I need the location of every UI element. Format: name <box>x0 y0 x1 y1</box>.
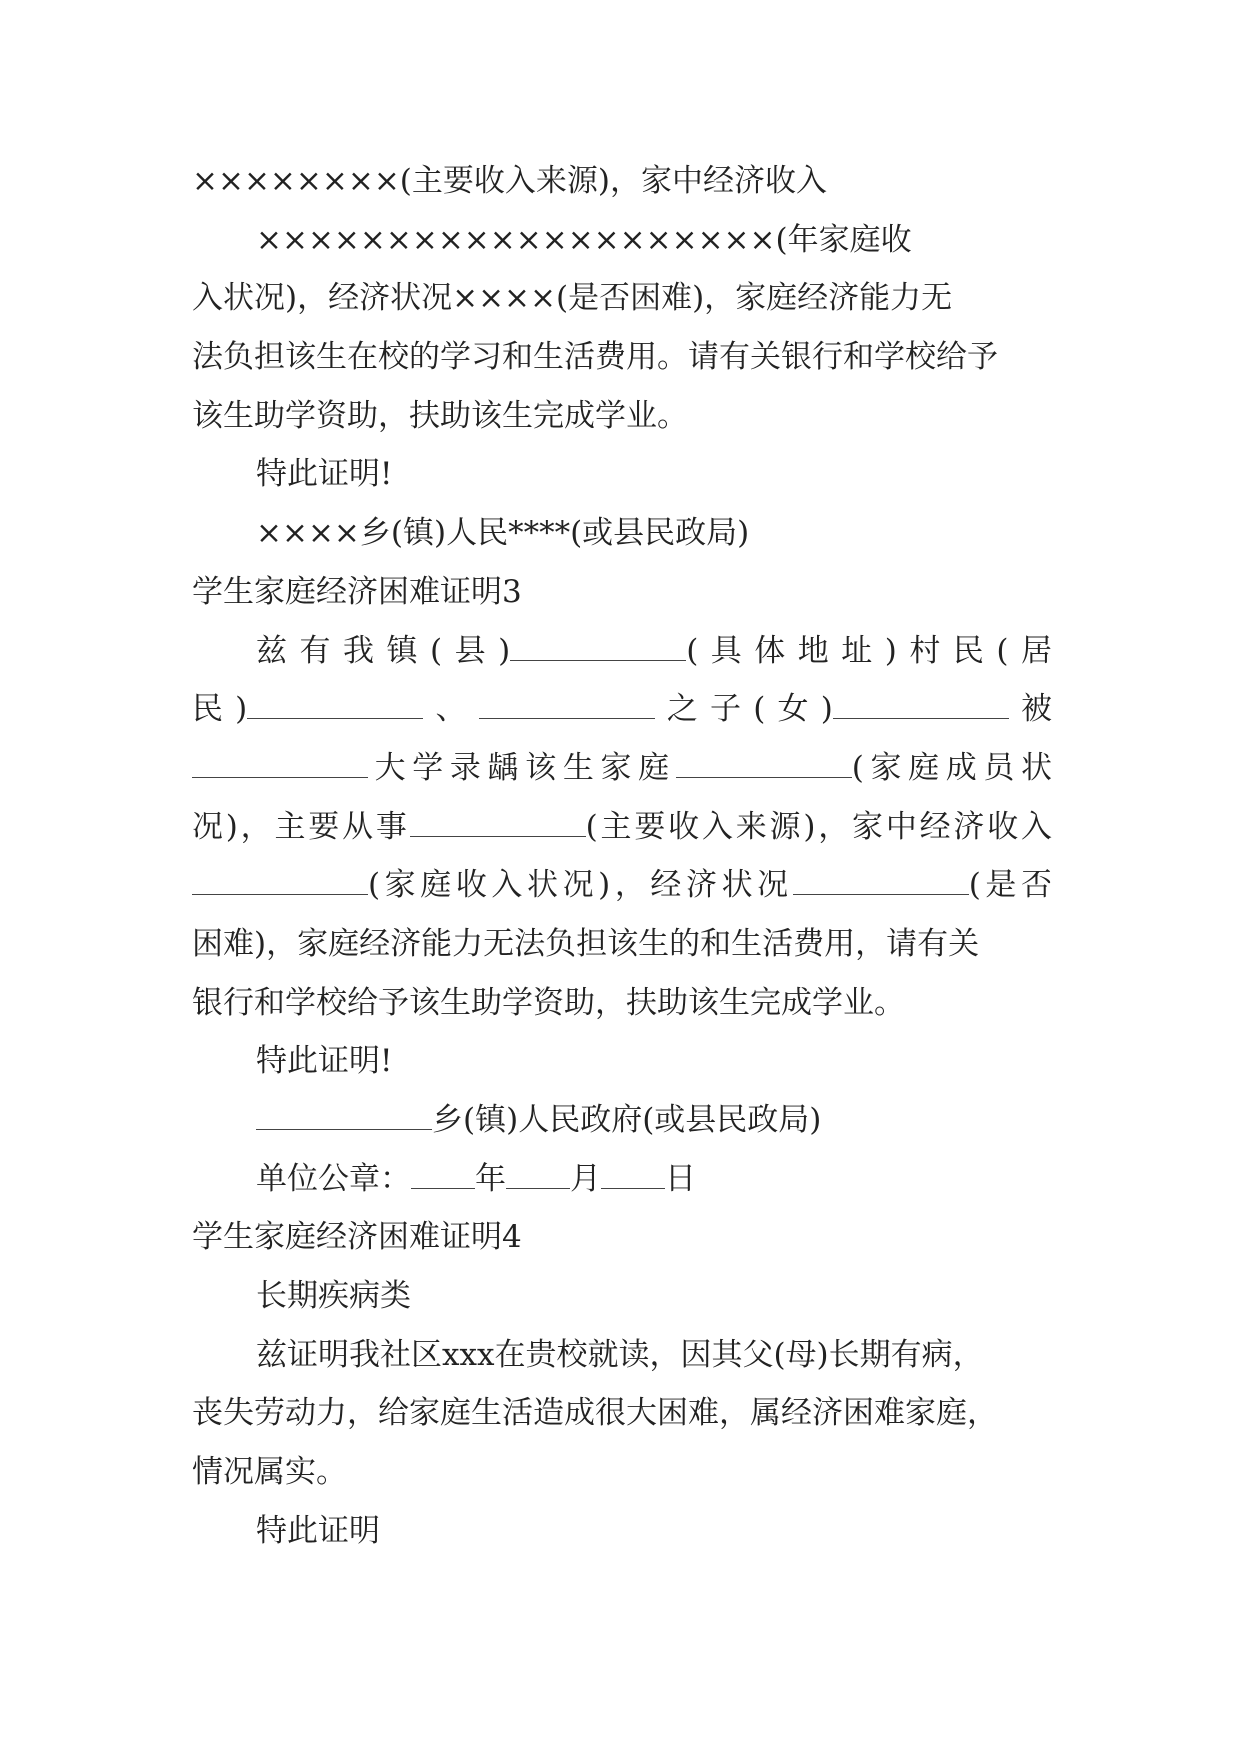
paragraph-line: 丧失劳动力，给家庭生活造成很大困难，属经济困难家庭， <box>192 1395 998 1432</box>
paragraph-line: ××××××××(主要收入来源)，家中经济收入 <box>192 163 827 199</box>
fill-in-blank[interactable] <box>410 806 586 837</box>
issuer-line: ××××乡(镇)人民****(或县民政局) <box>256 515 750 552</box>
year-blank[interactable] <box>411 1158 475 1189</box>
paragraph-line: 银行和学校给予该生助学资助，扶助该生完成学业。 <box>192 984 905 1021</box>
fill-in-blank[interactable] <box>510 630 686 661</box>
fill-in-blank[interactable] <box>833 688 1009 719</box>
fill-in-blank[interactable] <box>479 688 655 719</box>
certification-phrase: 特此证明! <box>256 1043 393 1080</box>
fill-in-blank[interactable] <box>192 747 368 778</box>
day-blank[interactable] <box>601 1158 665 1189</box>
certification-phrase: 特此证明! <box>256 456 393 493</box>
fill-in-blank[interactable] <box>676 747 852 778</box>
fill-in-blank[interactable] <box>793 864 969 895</box>
paragraph-line: ××××××××××××××××××××(年家庭收 <box>256 221 912 258</box>
issuer-line: 乡(镇)人民政府(或县民政局) <box>192 1091 1052 1150</box>
paragraph-line: 兹证明我社区xxx在贵校就读，因其父(母)长期有病， <box>256 1336 984 1373</box>
seal-date-line: 单位公章： 年 月 日 <box>192 1150 1052 1209</box>
form-line: 民) 、 之子(女) 被 <box>192 680 1052 739</box>
document-page <box>192 152 1052 1561</box>
fill-in-blank[interactable] <box>247 688 423 719</box>
form-line: 兹有我镇(县) (具体地址)村民(居 <box>192 622 1052 681</box>
section-heading-4: 学生家庭经济困难证明4 <box>192 1219 522 1256</box>
paragraph-line: 该生助学资助，扶助该生完成学业。 <box>192 397 688 434</box>
section-heading-3: 学生家庭经济困难证明3 <box>192 573 522 610</box>
category-label: 长期疾病类 <box>256 1278 411 1315</box>
form-line: (家庭收入状况)，经济状况 (是否 <box>192 856 1052 915</box>
certification-phrase: 特此证明 <box>256 1512 380 1549</box>
paragraph-line: 情况属实。 <box>192 1454 347 1491</box>
form-line: 况)，主要从事 (主要收入来源)，家中经济收入 <box>192 798 1052 857</box>
month-blank[interactable] <box>506 1158 570 1189</box>
fill-in-blank[interactable] <box>192 864 368 895</box>
paragraph-line: 法负担该生在校的学习和生活费用。请有关银行和学校给予 <box>192 339 998 376</box>
form-line: 大学录龋该生家庭 (家庭成员状 <box>192 739 1052 798</box>
paragraph-line: 困难)，家庭经济能力无法负担该生的和生活费用，请有关 <box>192 925 980 962</box>
paragraph-line: 入状况)，经济状况××××(是否困难)，家庭经济能力无 <box>192 280 953 317</box>
fill-in-blank[interactable] <box>256 1099 432 1130</box>
